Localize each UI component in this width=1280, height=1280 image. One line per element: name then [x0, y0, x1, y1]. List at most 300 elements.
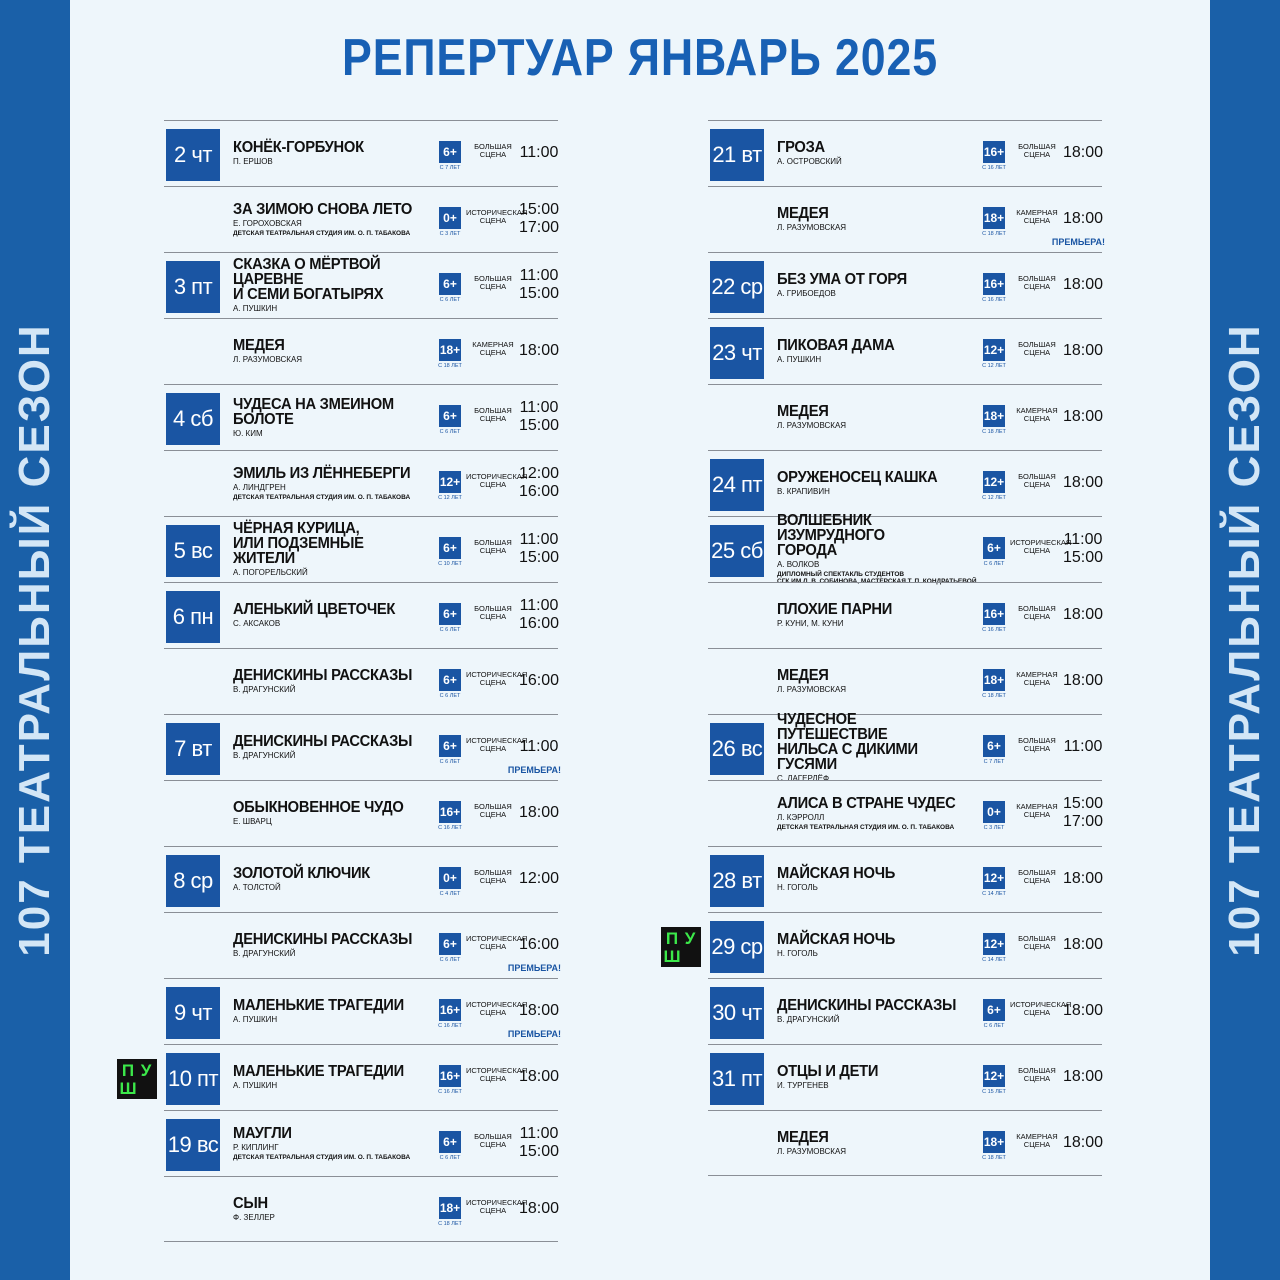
- age-rating-badge: 18+: [439, 1197, 461, 1219]
- show-times: [516, 1177, 562, 1241]
- show-info: [233, 1177, 439, 1241]
- show-note: ДЕТСКАЯ ТЕАТРАЛЬНАЯ СТУДИЯ ИМ. О. П. ТАБАКОВА: [233, 229, 411, 237]
- show-times: [516, 253, 562, 317]
- show-author: С. ЛАГЕРЛЁФ: [777, 773, 830, 783]
- show-times: [1060, 451, 1106, 515]
- show-time: 15:00: [518, 201, 560, 218]
- show-time: 18:00: [1062, 606, 1104, 623]
- age-recommendation: С 16 ЛЕТ: [982, 165, 1006, 171]
- show-time: 16:00: [518, 615, 560, 632]
- show-author: Л. РАЗУМОВСКАЯ: [233, 355, 303, 364]
- age-rating-badge: 12+: [983, 867, 1005, 889]
- show-times: [1060, 979, 1106, 1043]
- show-time: 15:00: [1062, 795, 1104, 812]
- age-recommendation: С 6 ЛЕТ: [439, 297, 461, 303]
- show-time: 15:00: [518, 549, 560, 566]
- show-time: 18:00: [1062, 1068, 1104, 1085]
- age-recommendation: С 18 ЛЕТ: [982, 231, 1006, 237]
- show-times: [1060, 1045, 1106, 1109]
- season-label-left: 107 ТЕАТРАЛЬНЫЙ СЕЗОН: [10, 323, 59, 957]
- show-times: [516, 649, 562, 713]
- show-title[interactable]: АЛЕНЬКИЙ ЦВЕТОЧЕК: [233, 601, 396, 618]
- date-box: 26 вс: [710, 723, 764, 775]
- stage-name: БОЛЬШАЯ СЦЕНА: [474, 868, 512, 885]
- stage-name: КАМЕРНАЯ СЦЕНА: [472, 340, 514, 357]
- show-info: [777, 385, 983, 449]
- show-title[interactable]: СКАЗКА О МЁРТВОЙ ЦАРЕВНЕ И СЕМИ БОГАТЫРЯХ: [233, 256, 384, 303]
- push-badge-letter: Ш: [119, 1078, 137, 1098]
- show-time: 11:00: [519, 399, 559, 416]
- show-title[interactable]: МАЙСКАЯ НОЧЬ: [777, 865, 896, 882]
- show-author: А. ЛИНДГРЕН: [233, 482, 286, 492]
- stage-name: ИСТОРИЧЕСКАЯ СЦЕНА: [466, 1000, 528, 1017]
- schedule-entry[interactable]: [708, 512, 1104, 585]
- schedule-entry[interactable]: [164, 318, 558, 384]
- date-box: 6 пн: [166, 591, 220, 643]
- stage-name: КАМЕРНАЯ СЦЕНА: [1016, 406, 1058, 423]
- show-times: [1060, 715, 1106, 779]
- stage-name: ИСТОРИЧЕСКАЯ СЦЕНА: [1010, 538, 1072, 555]
- show-times: [516, 1111, 562, 1175]
- show-time: 18:00: [1062, 1134, 1104, 1151]
- date-box: 7 вт: [166, 723, 220, 775]
- show-author: В. ДРАГУНСКИЙ: [233, 751, 296, 760]
- show-time: 15:00: [518, 285, 560, 302]
- schedule-entry[interactable]: [164, 120, 558, 186]
- stage-name: БОЛЬШАЯ СЦЕНА: [474, 538, 512, 555]
- show-title[interactable]: МАЛЕНЬКИЕ ТРАГЕДИИ: [233, 1063, 404, 1080]
- show-title[interactable]: ЗОЛОТОЙ КЛЮЧИК: [233, 865, 370, 882]
- show-info: [233, 1045, 439, 1109]
- show-info: [233, 913, 439, 977]
- show-title[interactable]: ВОЛШЕБНИК ИЗУМРУДНОГО ГОРОДА: [777, 512, 885, 559]
- age-rating-badge: 0+: [983, 801, 1005, 823]
- stage-name: БОЛЬШАЯ СЦЕНА: [1018, 736, 1056, 753]
- show-time: 18:00: [1062, 1002, 1104, 1019]
- show-title[interactable]: АЛИСА В СТРАНЕ ЧУДЕС: [777, 794, 956, 812]
- age-recommendation: С 16 ЛЕТ: [438, 825, 462, 831]
- show-author: Р. КУНИ, М. КУНИ: [777, 619, 844, 628]
- age-rating-badge: 6+: [439, 933, 461, 955]
- age-rating-badge: 16+: [983, 603, 1005, 625]
- age-recommendation: С 18 ЛЕТ: [982, 693, 1006, 699]
- push-badge-letter: У: [684, 928, 696, 948]
- age-recommendation: С 12 ЛЕТ: [438, 495, 462, 501]
- show-author: А. ПУШКИН: [233, 1081, 278, 1090]
- show-info: [233, 1111, 439, 1175]
- stage-name: БОЛЬШАЯ СЦЕНА: [474, 604, 512, 621]
- stage-name: БОЛЬШАЯ СЦЕНА: [1018, 1066, 1056, 1083]
- show-author: Е. ГОРОХОВСКАЯ: [233, 218, 302, 228]
- show-title[interactable]: ГРОЗА: [777, 139, 825, 156]
- show-times: [516, 319, 562, 383]
- age-rating-badge: 16+: [983, 141, 1005, 163]
- schedule-entry[interactable]: [164, 846, 558, 912]
- age-recommendation: С 18 ЛЕТ: [438, 1221, 462, 1227]
- push-badge-letter: П: [121, 1060, 135, 1080]
- show-author: Е. ШВАРЦ: [233, 817, 272, 826]
- show-time: 11:00: [1063, 531, 1103, 548]
- date-box: 4 сб: [166, 393, 220, 445]
- show-times: [1060, 583, 1106, 647]
- stage-name: БОЛЬШАЯ СЦЕНА: [1018, 340, 1056, 357]
- show-author: А. ТОЛСТОЙ: [233, 883, 281, 892]
- date-box: 25 сб: [710, 525, 764, 577]
- age-recommendation: С 12 ЛЕТ: [982, 363, 1006, 369]
- show-info: [777, 1045, 983, 1109]
- age-recommendation: С 12 ЛЕТ: [982, 495, 1006, 501]
- schedule-entry[interactable]: [164, 582, 558, 648]
- show-author: П. ЕРШОВ: [233, 157, 273, 166]
- age-recommendation: С 14 ЛЕТ: [982, 957, 1006, 963]
- show-time: 11:00: [519, 1125, 559, 1142]
- age-recommendation: С 16 ЛЕТ: [438, 1089, 462, 1095]
- show-note: ДИПЛОМНЫЙ СПЕКТАКЛЬ СТУДЕНТОВ СГК ИМ Л. В. СОБИНОВА, МАСТЕРСКАЯ Т. П. КОНДРАТЬЕВОЙ: [777, 571, 977, 585]
- age-recommendation: С 6 ЛЕТ: [983, 1023, 1005, 1029]
- age-recommendation: С 14 ЛЕТ: [982, 891, 1006, 897]
- age-recommendation: С 6 ЛЕТ: [983, 561, 1005, 567]
- show-title[interactable]: СЫН: [233, 1195, 268, 1212]
- show-info: [233, 979, 439, 1043]
- age-rating-badge: 12+: [439, 471, 461, 493]
- schedule-entry[interactable]: [708, 318, 1102, 384]
- show-info: [233, 583, 439, 647]
- age-rating-badge: 12+: [983, 933, 1005, 955]
- show-info: [233, 319, 439, 383]
- age-recommendation: С 3 ЛЕТ: [439, 231, 461, 237]
- date-box: 19 вс: [166, 1119, 220, 1171]
- show-time: 18:00: [1062, 936, 1104, 953]
- stage-name: БОЛЬШАЯ СЦЕНА: [1018, 934, 1056, 951]
- show-info: [233, 451, 439, 515]
- schedule-entry[interactable]: [708, 780, 1102, 846]
- show-time: 11:00: [519, 738, 559, 755]
- schedule-entry[interactable]: [164, 714, 558, 780]
- schedule-entry[interactable]: [708, 384, 1102, 450]
- right-schedule-column: [663, 120, 1105, 1176]
- show-title[interactable]: ДЕНИСКИНЫ РАССКАЗЫ: [777, 997, 957, 1014]
- show-note: ДЕТСКАЯ ТЕАТРАЛЬНАЯ СТУДИЯ ИМ. О. П. ТАБАКОВА: [777, 823, 955, 831]
- show-time: 17:00: [518, 219, 560, 236]
- show-author: Л. РАЗУМОВСКАЯ: [777, 685, 847, 694]
- show-title[interactable]: МАЛЕНЬКИЕ ТРАГЕДИИ: [233, 997, 404, 1014]
- age-recommendation: С 6 ЛЕТ: [439, 627, 461, 633]
- schedule-entry[interactable]: [708, 120, 1102, 186]
- schedule-entry[interactable]: [164, 516, 558, 582]
- show-title[interactable]: МЕДЕЯ: [777, 403, 829, 420]
- stage-name: ИСТОРИЧЕСКАЯ СЦЕНА: [466, 1066, 528, 1083]
- age-recommendation: С 6 ЛЕТ: [439, 1155, 461, 1161]
- show-time: 18:00: [518, 1200, 560, 1217]
- show-time: 18:00: [518, 1068, 560, 1085]
- schedule-entry[interactable]: [708, 237, 1105, 318]
- show-author: А. ПУШКИН: [233, 1015, 278, 1024]
- date-box: 22 ср: [710, 261, 764, 313]
- schedule-entry[interactable]: [164, 963, 561, 1044]
- stage-name: ИСТОРИЧЕСКАЯ СЦЕНА: [466, 472, 528, 489]
- show-author: Л. РАЗУМОВСКАЯ: [777, 1147, 847, 1156]
- stage-name: ИСТОРИЧЕСКАЯ СЦЕНА: [466, 208, 528, 225]
- premiere-label: ПРЕМЬЕРА!: [1051, 237, 1105, 247]
- schedule-entry[interactable]: [708, 978, 1102, 1044]
- show-title[interactable]: МЕДЕЯ: [777, 667, 829, 684]
- show-title[interactable]: ЭМИЛЬ ИЗ ЛЁННЕБЕРГИ: [233, 464, 411, 482]
- date-box: 29 ср: [710, 921, 764, 973]
- age-rating-badge: 16+: [983, 273, 1005, 295]
- stage-name: БОЛЬШАЯ СЦЕНА: [474, 406, 512, 423]
- schedule-entry[interactable]: [164, 765, 561, 846]
- age-rating-badge: 12+: [983, 1065, 1005, 1087]
- show-times: [516, 583, 562, 647]
- stage-name: БОЛЬШАЯ СЦЕНА: [1018, 142, 1056, 159]
- show-times: [1060, 649, 1106, 713]
- age-recommendation: С 18 ЛЕТ: [438, 363, 462, 369]
- schedule-entry[interactable]: [164, 186, 558, 252]
- age-rating-badge: 0+: [439, 867, 461, 889]
- age-recommendation: С 7 ЛЕТ: [439, 165, 461, 171]
- show-time: 12:00: [518, 870, 560, 887]
- show-title[interactable]: ЧУДЕСА НА ЗМЕИНОМ БОЛОТЕ: [233, 395, 394, 428]
- schedule-entry[interactable]: [708, 648, 1102, 714]
- show-time: 11:00: [519, 144, 559, 161]
- show-info: [777, 847, 983, 911]
- show-author: С. АКСАКОВ: [233, 619, 281, 628]
- show-title[interactable]: БЕЗ УМА ОТ ГОРЯ: [777, 271, 907, 288]
- date-box: 2 чт: [166, 129, 220, 181]
- show-title[interactable]: ДЕНИСКИНЫ РАССКАЗЫ: [233, 667, 413, 684]
- show-author: А. ПУШКИН: [777, 355, 822, 364]
- show-title[interactable]: ДЕНИСКИНЫ РАССКАЗЫ: [233, 733, 413, 750]
- show-times: [1060, 319, 1106, 383]
- show-info: [233, 187, 439, 251]
- stage-name: ИСТОРИЧЕСКАЯ СЦЕНА: [466, 1198, 528, 1215]
- show-info: [777, 121, 983, 185]
- age-rating-badge: 18+: [439, 339, 461, 361]
- age-rating-badge: 6+: [439, 669, 461, 691]
- age-recommendation: С 10 ЛЕТ: [438, 561, 462, 567]
- show-author: И. ТУРГЕНЕВ: [777, 1081, 829, 1090]
- age-recommendation: С 6 ЛЕТ: [439, 693, 461, 699]
- show-author: В. ДРАГУНСКИЙ: [777, 1015, 840, 1024]
- age-rating-badge: 18+: [983, 1131, 1005, 1153]
- schedule-entry[interactable]: [708, 710, 1103, 783]
- age-rating-badge: 6+: [439, 405, 461, 427]
- show-author: А. ОСТРОВСКИЙ: [777, 157, 842, 166]
- show-times: [1060, 121, 1106, 185]
- age-rating-badge: 6+: [439, 273, 461, 295]
- schedule-entry[interactable]: [708, 186, 1102, 252]
- show-title[interactable]: МЕДЕЯ: [233, 337, 285, 354]
- right-sidebar: [1210, 0, 1280, 1280]
- show-title[interactable]: ОБЫКНОВЕННОЕ ЧУДО: [233, 799, 404, 816]
- show-times: [1060, 253, 1106, 317]
- date-box: 24 пт: [710, 459, 764, 511]
- schedule-entry[interactable]: [708, 1044, 1102, 1110]
- show-times: [516, 121, 562, 185]
- stage-name: КАМЕРНАЯ СЦЕНА: [1016, 1132, 1058, 1149]
- age-rating-badge: 12+: [983, 471, 1005, 493]
- stage-name: ИСТОРИЧЕСКАЯ СЦЕНА: [1010, 1000, 1072, 1017]
- show-time: 16:00: [518, 483, 560, 500]
- stage-name: КАМЕРНАЯ СЦЕНА: [1016, 208, 1058, 225]
- show-author: А. ГРИБОЕДОВ: [777, 289, 836, 298]
- show-info: [233, 649, 439, 713]
- show-title[interactable]: МЕДЕЯ: [777, 205, 829, 222]
- show-time: 11:00: [519, 267, 559, 284]
- schedule-entry[interactable]: [164, 648, 558, 714]
- show-title[interactable]: ПЛОХИЕ ПАРНИ: [777, 601, 893, 618]
- show-title[interactable]: ОРУЖЕНОСЕЦ КАШКА: [777, 469, 938, 486]
- age-recommendation: С 16 ЛЕТ: [982, 297, 1006, 303]
- age-recommendation: С 6 ЛЕТ: [439, 957, 461, 963]
- left-sidebar: [0, 0, 70, 1280]
- show-times: [1060, 517, 1106, 581]
- show-author: Ю. КИМ: [233, 428, 263, 438]
- show-time: 18:00: [1062, 474, 1104, 491]
- stage-name: КАМЕРНАЯ СЦЕНА: [1016, 802, 1058, 819]
- schedule-entry[interactable]: [708, 846, 1102, 912]
- show-title[interactable]: МАУГЛИ: [233, 1124, 292, 1142]
- show-info: [777, 319, 983, 383]
- age-rating-badge: 18+: [983, 405, 1005, 427]
- age-rating-badge: 18+: [983, 207, 1005, 229]
- show-info: [777, 781, 983, 845]
- show-info: [777, 710, 983, 783]
- age-rating-badge: 6+: [439, 537, 461, 559]
- show-title[interactable]: ЧЁРНАЯ КУРИЦА, ИЛИ ПОДЗЕМНЫЕ ЖИТЕЛИ: [233, 520, 364, 567]
- push-badge-letter: П: [665, 928, 679, 948]
- schedule-entry[interactable]: [164, 450, 558, 516]
- push-badge-letter: У: [140, 1060, 152, 1080]
- show-times: [516, 847, 562, 911]
- show-info: [233, 781, 439, 845]
- schedule-entry[interactable]: [708, 1110, 1102, 1176]
- age-recommendation: С 18 ЛЕТ: [982, 1155, 1006, 1161]
- show-time: 18:00: [518, 804, 560, 821]
- show-title[interactable]: ОТЦЫ И ДЕТИ: [777, 1063, 879, 1080]
- show-info: [777, 512, 983, 585]
- show-info: [777, 451, 983, 515]
- show-title[interactable]: МЕДЕЯ: [777, 1129, 829, 1146]
- age-rating-badge: 18+: [983, 669, 1005, 691]
- date-box: 31 пт: [710, 1053, 764, 1105]
- show-time: 18:00: [1062, 342, 1104, 359]
- schedule-entry[interactable]: [164, 384, 558, 450]
- pushkin-card-badge: [117, 1059, 157, 1099]
- age-rating-badge: 0+: [439, 207, 461, 229]
- show-times: [1060, 781, 1106, 845]
- show-times: [516, 781, 562, 845]
- age-recommendation: С 6 ЛЕТ: [439, 429, 461, 435]
- show-time: 16:00: [518, 936, 560, 953]
- pushkin-card-badge: [661, 927, 701, 967]
- show-author: А. ПУШКИН: [233, 304, 278, 313]
- age-recommendation: С 16 ЛЕТ: [438, 1023, 462, 1029]
- show-times: [1060, 1111, 1106, 1175]
- show-title[interactable]: ЧУДЕСНОЕ ПУТЕШЕСТВИЕ НИЛЬСА С ДИКИМИ ГУСЯМИ: [777, 710, 918, 773]
- show-info: [233, 847, 439, 911]
- schedule-entry[interactable]: [708, 582, 1102, 648]
- show-info: [777, 1111, 983, 1175]
- show-author: Р. КИПЛИНГ: [233, 1142, 279, 1152]
- show-info: [777, 649, 983, 713]
- schedule-entry[interactable]: [119, 1029, 561, 1110]
- premiere-label: ПРЕМЬЕРА!: [507, 1029, 561, 1039]
- show-author: Ф. ЗЕЛЛЕР: [233, 1213, 275, 1222]
- show-info: [777, 253, 983, 317]
- show-author: А. ВОЛКОВ: [777, 560, 820, 569]
- schedule-entry[interactable]: [164, 912, 558, 978]
- show-title[interactable]: ПИКОВАЯ ДАМА: [777, 337, 895, 354]
- show-times: [1060, 385, 1106, 449]
- age-recommendation: С 16 ЛЕТ: [982, 627, 1006, 633]
- stage-name: ИСТОРИЧЕСКАЯ СЦЕНА: [466, 736, 528, 753]
- show-info: [233, 253, 439, 317]
- show-author: Л. РАЗУМОВСКАЯ: [777, 223, 847, 232]
- show-author: А. ПОГОРЕЛЬСКИЙ: [233, 568, 308, 577]
- show-time: 16:00: [518, 672, 560, 689]
- show-info: [233, 715, 439, 779]
- date-box: 23 чт: [710, 327, 764, 379]
- schedule-entry[interactable]: [164, 252, 558, 318]
- show-author: В. ДРАГУНСКИЙ: [233, 949, 296, 958]
- schedule-entry[interactable]: [164, 1176, 558, 1242]
- stage-name: БОЛЬШАЯ СЦЕНА: [1018, 274, 1056, 291]
- date-box: 30 чт: [710, 987, 764, 1039]
- show-time: 11:00: [519, 597, 559, 614]
- stage-name: ИСТОРИЧЕСКАЯ СЦЕНА: [466, 934, 528, 951]
- show-info: [233, 517, 439, 581]
- stage-name: БОЛЬШАЯ СЦЕНА: [1018, 604, 1056, 621]
- show-author: Н. ГОГОЛЬ: [777, 949, 818, 958]
- age-rating-badge: 6+: [983, 999, 1005, 1021]
- show-time: 18:00: [1062, 276, 1104, 293]
- stage-name: ИСТОРИЧЕСКАЯ СЦЕНА: [466, 670, 528, 687]
- age-rating-badge: 6+: [983, 537, 1005, 559]
- show-info: [777, 913, 983, 977]
- show-time: 11:00: [519, 531, 559, 548]
- age-recommendation: С 18 ЛЕТ: [982, 429, 1006, 435]
- show-title[interactable]: КОНЁК-ГОРБУНОК: [233, 139, 364, 156]
- age-rating-badge: 6+: [983, 735, 1005, 757]
- show-note: ДЕТСКАЯ ТЕАТРАЛЬНАЯ СТУДИЯ ИМ. О. П. ТАБАКОВА: [233, 493, 411, 501]
- show-author: Л. КЭРРОЛЛ: [777, 812, 825, 822]
- age-recommendation: С 15 ЛЕТ: [982, 1089, 1006, 1095]
- schedule-entry[interactable]: [164, 1110, 558, 1176]
- stage-name: БОЛЬШАЯ СЦЕНА: [474, 802, 512, 819]
- schedule-entry[interactable]: [708, 450, 1102, 516]
- age-rating-badge: 12+: [983, 339, 1005, 361]
- age-rating-badge: 6+: [439, 1131, 461, 1153]
- show-info: [233, 385, 439, 449]
- date-box: 28 вт: [710, 855, 764, 907]
- stage-name: КАМЕРНАЯ СЦЕНА: [1016, 670, 1058, 687]
- age-recommendation: С 7 ЛЕТ: [983, 759, 1005, 765]
- stage-name: БОЛЬШАЯ СЦЕНА: [474, 142, 512, 159]
- schedule-entry[interactable]: [663, 912, 1104, 978]
- age-recommendation: С 4 ЛЕТ: [439, 891, 461, 897]
- show-times: [516, 1045, 562, 1109]
- show-title[interactable]: ДЕНИСКИНЫ РАССКАЗЫ: [233, 931, 413, 948]
- show-info: [233, 121, 439, 185]
- show-title[interactable]: МАЙСКАЯ НОЧЬ: [777, 931, 896, 948]
- show-info: [777, 979, 983, 1043]
- date-box: 9 чт: [166, 987, 220, 1039]
- premiere-label: ПРЕМЬЕРА!: [507, 765, 561, 775]
- show-times: [516, 187, 562, 251]
- show-title[interactable]: ЗА ЗИМОЮ СНОВА ЛЕТО: [233, 200, 413, 218]
- show-time: 18:00: [1062, 408, 1104, 425]
